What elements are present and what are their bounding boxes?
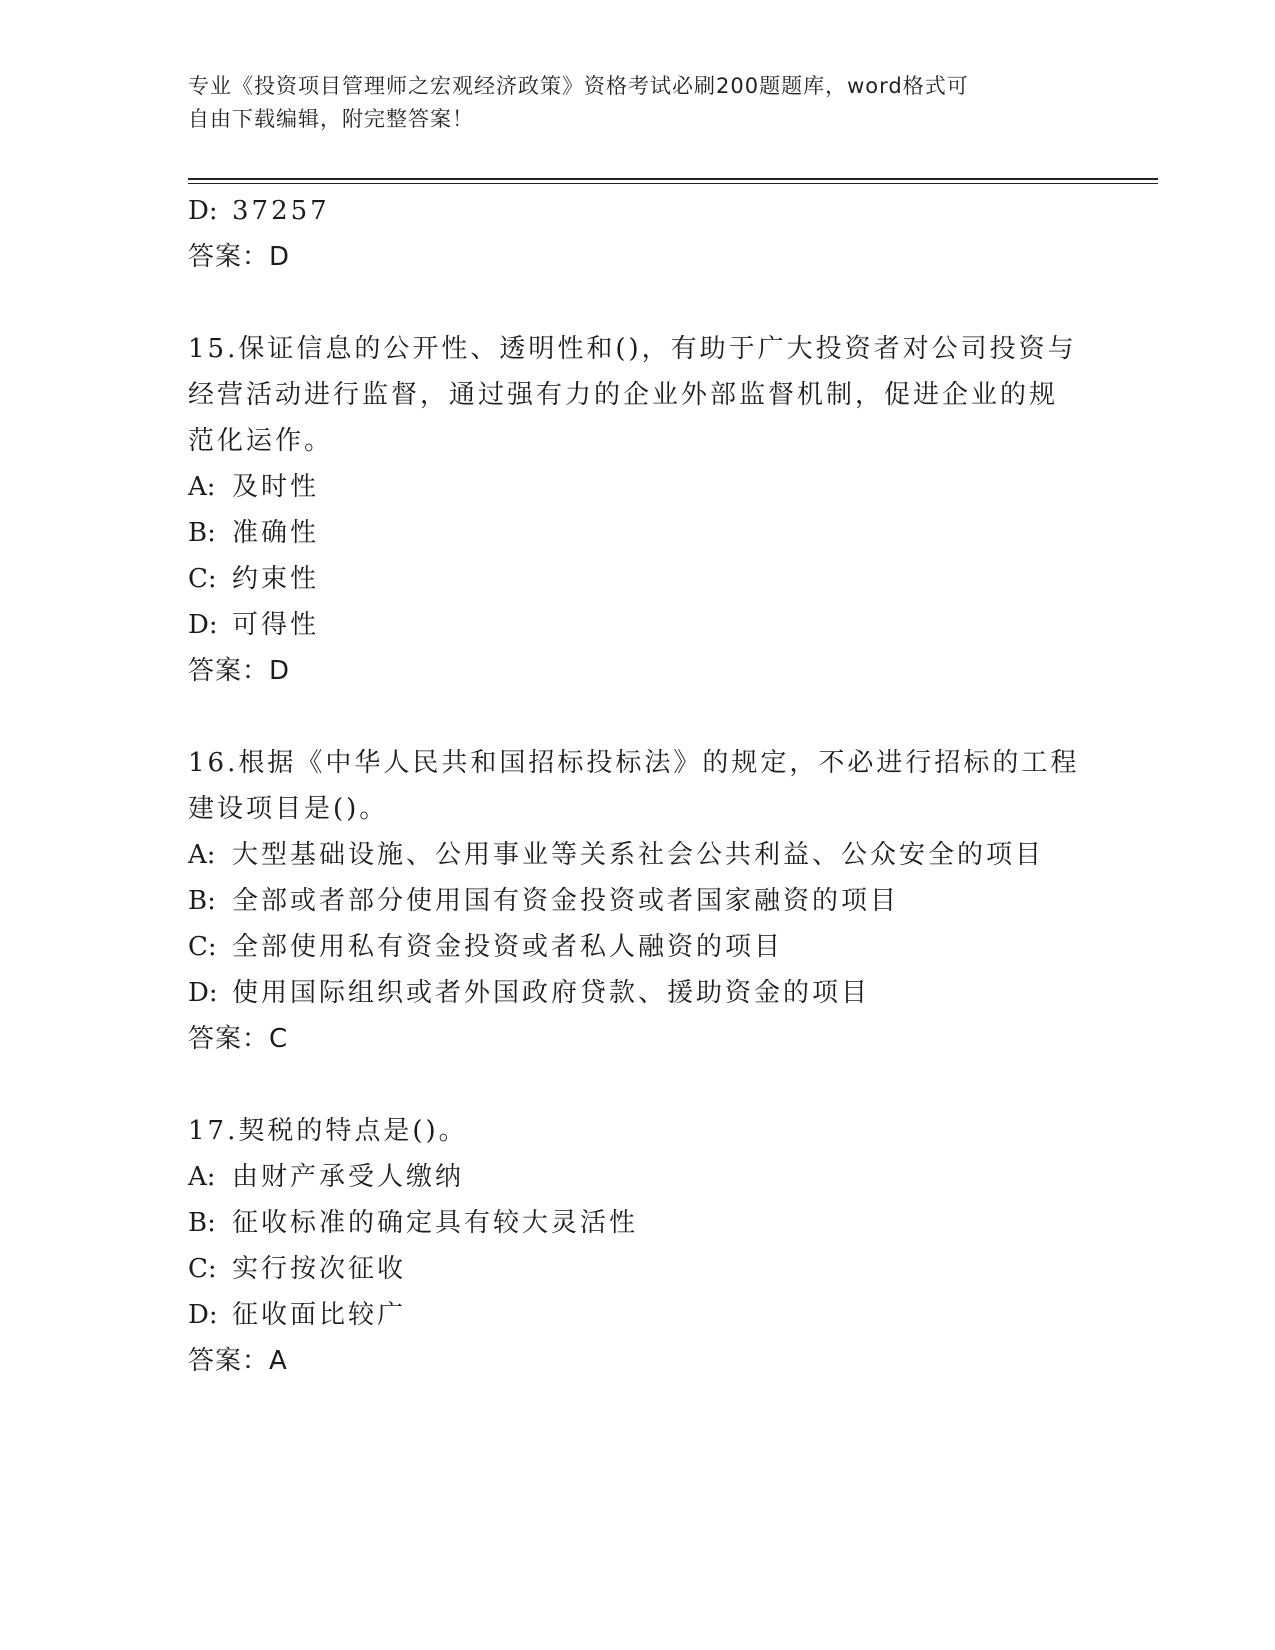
answer: 答案：C [188, 1024, 289, 1054]
option-text: 及时性 [232, 472, 320, 502]
option-letter: D: [188, 610, 218, 640]
question-stem: 15.保证信息的公开性、透明性和()，有助于广大投资者对公司投资与 [188, 334, 1077, 364]
option-text: 约束性 [232, 564, 320, 594]
option-text: 征收标准的确定具有较大灵活性 [232, 1208, 639, 1238]
option-c [188, 1246, 1088, 1292]
option-letter: C: [188, 1254, 217, 1284]
option-text: 大型基础设施、公用事业等关系社会公共利益、公众安全的项目 [232, 840, 1045, 870]
question-stem: 16.根据《中华人民共和国招标投标法》的规定，不必进行招标的工程 [188, 748, 1080, 778]
option-letter: D: [188, 196, 218, 226]
question-stem: 17.契税的特点是()。 [188, 1116, 468, 1146]
option-text: 由财产承受人缴纳 [232, 1162, 465, 1192]
option-d [188, 1292, 1088, 1338]
option-letter: B: [188, 886, 216, 916]
question-15 [188, 326, 1088, 694]
option-d [188, 188, 1088, 234]
document-header [188, 70, 1088, 136]
option-a [188, 1154, 1088, 1200]
question-stem: 建设项目是()。 [188, 794, 389, 824]
option-d [188, 602, 1088, 648]
option-b [188, 510, 1088, 556]
option-b [188, 1200, 1088, 1246]
option-text: 征收面比较广 [232, 1300, 407, 1330]
option-text: 可得性 [232, 610, 320, 640]
option-letter: B: [188, 518, 216, 548]
option-d [188, 970, 1088, 1016]
option-text: 实行按次征收 [232, 1254, 407, 1284]
option-a [188, 832, 1088, 878]
option-letter: C: [188, 564, 217, 594]
question-stem: 范化运作。 [188, 426, 334, 456]
header-line-2: 自由下载编辑，附完整答案！ [188, 107, 474, 131]
option-letter: A: [188, 1162, 216, 1192]
option-text: 37257 [232, 196, 330, 226]
option-a [188, 464, 1088, 510]
question-17 [188, 1108, 1088, 1384]
option-letter: D: [188, 978, 218, 1008]
question-stem: 经营活动进行监督，通过强有力的企业外部监督机制，促进企业的规 [188, 380, 1059, 410]
option-text: 全部使用私有资金投资或者私人融资的项目 [232, 932, 784, 962]
option-b [188, 878, 1088, 924]
answer: 答案：D [188, 242, 291, 272]
option-letter: C: [188, 932, 217, 962]
option-letter: A: [188, 840, 216, 870]
answer: 答案：A [188, 1346, 288, 1376]
option-letter: B: [188, 1208, 216, 1238]
option-letter: A: [188, 472, 216, 502]
question-16 [188, 740, 1088, 1062]
answer: 答案：D [188, 656, 291, 686]
header-divider-thin [188, 183, 1158, 184]
question-content [188, 188, 1088, 1384]
option-letter: D: [188, 1300, 218, 1330]
option-c [188, 924, 1088, 970]
option-text: 使用国际组织或者外国政府贷款、援助资金的项目 [232, 978, 871, 1008]
option-c [188, 556, 1088, 602]
header-line-1: 专业《投资项目管理师之宏观经济政策》资格考试必刷200题题库，word格式可 [188, 74, 969, 98]
option-text: 准确性 [232, 518, 320, 548]
option-text: 全部或者部分使用国有资金投资或者国家融资的项目 [232, 886, 900, 916]
header-divider-thick [188, 178, 1158, 180]
